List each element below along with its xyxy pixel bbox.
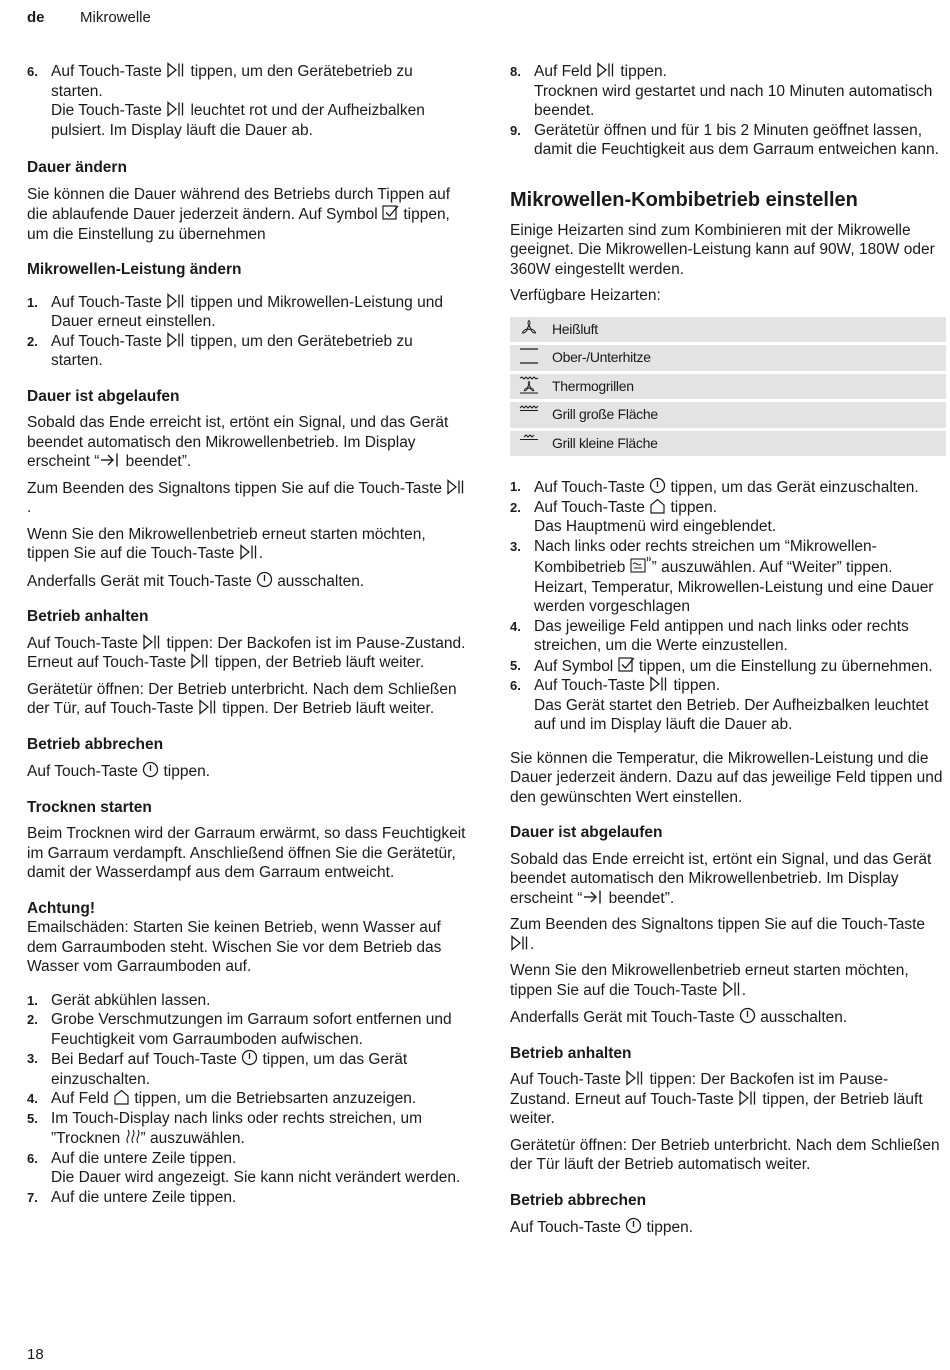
section-heading: Betrieb abbrechen [510,1191,647,1209]
end-icon [99,452,121,468]
paragraph-text: tippen. [163,763,211,780]
step-number: 2. [510,499,521,515]
left-column [27,62,467,1213]
microwave-combi-icon [630,556,652,574]
step-text: Auf Touch-Taste [534,498,645,516]
step-result: Das Gerät startet den Betrieb. Der Aufheizbalken leuchtet auf und im Display läuft die Dauer ab. [534,696,929,733]
step-text: leuchtet rot und der Aufheizbalken pulsiert. Im Display läuft die Dauer ab. [51,102,425,139]
confirm-icon [618,656,635,673]
heating-mode-row [510,317,946,343]
step-list [27,62,467,140]
section-heading: Betrieb anhalten [27,608,149,625]
step-number: 1. [27,294,38,310]
step-number: 5. [510,657,521,673]
step-text: tippen. [673,677,721,694]
step-number: 2. [27,1012,38,1027]
step-text: Auf die untere Zeile tippen. [51,1149,237,1167]
list-item [27,62,467,140]
section-title: Mikrowellen-Kombibetrieb einstellen [510,188,858,211]
heating-mode-label: Thermogrillen [548,374,946,400]
start-stop-icon [446,479,466,495]
end-icon [582,889,604,905]
step-text: tippen. [670,498,718,516]
list-item [510,617,946,656]
step-text: Auf Touch-Taste [51,332,162,350]
grill-large-icon [510,402,548,428]
step-result: Das Hauptmenü wird eingeblendet. [534,518,777,535]
step-text: Das jeweilige Feld antippen und nach links oder rechts streichen, um die Werte einzustellen. [534,617,909,654]
step-number: 5. [27,1110,38,1126]
paragraph: Wenn Sie den Mikrowellenbetrieb erneut starten möchten, tippen Sie auf die Touch-Taste . [510,962,909,999]
start-stop-icon [625,1070,645,1086]
step-number: 3. [27,1051,38,1066]
start-stop-icon [596,62,616,78]
step-number: 6. [510,678,521,693]
paragraph-text: ausschalten. [277,572,365,590]
paragraph-text: beendet”. [121,453,192,470]
thermogrill-icon [510,374,548,400]
power-icon [256,571,273,588]
paragraph-text: Auf Touch-Taste [27,763,138,780]
step-text: tippen, um den Gerätebetrieb zu starten. [51,63,413,100]
section-heading: Dauer ist abgelaufen [510,824,663,841]
step-text: Auf Feld [534,63,592,80]
step-number: 6. [27,1150,38,1166]
step-list [510,62,946,160]
paragraph: Zum Beenden des Signaltons tippen Sie auf die Touch-Taste . [510,916,926,953]
paragraph: Sie können die Temperatur, die Mikrowellen-Leistung und die Dauer jederzeit ändern. Dazu auf das jeweilige Feld tippen und den gewünschten Wert einstellen. [510,749,943,806]
start-stop-icon [198,699,218,715]
language-code: de [27,9,45,26]
step-text: Die Touch-Taste [51,102,162,119]
heating-mode-row [510,345,946,371]
step-text: tippen, um den Gerätebetrieb zu starten. [51,332,413,369]
start-stop-icon [649,676,669,692]
step-number: 3. [510,538,521,554]
paragraph-text: tippen: Der Backofen ist im Pause-Zustand. Erneut auf Touch-Taste [27,634,466,671]
step-list [27,991,467,1208]
step-text: Auf Touch-Taste [534,677,645,694]
step-text: tippen, um die Einstellung zu übernehmen. [638,657,933,675]
confirm-icon [382,204,399,221]
paragraph-text: Anderfalls Gerät mit Touch-Taste [510,1009,735,1026]
section-heading: Betrieb anhalten [510,1044,632,1062]
paragraph-text: Auf Touch-Taste [510,1071,621,1088]
paragraph-text: tippen. [646,1219,694,1236]
paragraph [27,680,467,719]
paragraph [27,761,467,782]
step-result: Heizart, Temperatur, Mikrowellen-Leistung und eine Dauer werden vorgeschlagen [534,578,934,615]
paragraph [510,1007,946,1028]
list-item [27,332,467,371]
step-text: tippen, um das Gerät einzuschalten. [670,479,919,496]
paragraph: Beim Trocknen wird der Garraum erwärmt, so dass Feuchtigkeit im Garraum verdampft. Anschließend öffnen Sie die Gerätetür, damit der Wasserdampf aus dem Garraum entweicht. [27,825,466,881]
section-heading: Dauer ändern [27,159,127,176]
paragraph [27,634,467,673]
paragraph: Wenn Sie den Mikrowellenbetrieb erneut starten möchten, tippen Sie auf die Touch-Taste . [27,525,426,562]
section-title: Mikrowelle [80,9,151,26]
list-item [27,1149,467,1188]
list-item [27,1049,467,1089]
heating-mode-row [510,374,946,400]
step-list [27,293,467,371]
list-item [510,676,946,735]
fan-icon [510,317,548,343]
paragraph: Gerätetür öffnen: Der Betrieb unterbricht. Nach dem Schließen der Tür läuft der Betrieb automatisch weiter. [510,1136,940,1173]
step-number: 1. [27,992,38,1008]
right-column [510,62,946,1245]
home-icon [113,1089,130,1105]
step-result [51,101,467,140]
step-number: 9. [510,122,521,138]
paragraph [27,571,467,592]
heating-mode-label: Heißluft [548,317,946,343]
paragraph-text: ausschalten. [760,1009,848,1026]
step-text: tippen, um das Gerät einzuschalten. [51,1051,408,1088]
step-result: Die Dauer wird angezeigt. Sie kann nicht verändert werden. [51,1169,461,1186]
paragraph-text: Auf Touch-Taste [27,634,138,652]
section-heading: Mikrowellen-Leistung ändern [27,261,242,278]
page-header [27,8,151,28]
paragraph-text: Sie können die Dauer während des Betriebs durch Tippen auf die ablaufende Dauer jederzeit ändern. Auf Symbol [27,185,451,223]
start-stop-icon [738,1090,758,1106]
step-number: 2. [27,333,38,349]
paragraph: Zum Beenden des Signaltons tippen Sie auf die Touch-Taste . [27,479,467,518]
step-text: Auf Feld [51,1090,109,1107]
paragraph: Einige Heizarten sind zum Kombinieren mit der Mikrowelle geeignet. Die Mikrowellen-Leistung kann auf 90W, 180W oder 360W eingestellt werden. [510,221,935,278]
paragraph-text: Auf Touch-Taste [510,1219,621,1236]
paragraph-text: tippen. Der Betrieb läuft weiter. [222,700,435,717]
paragraph-text: Zum Beenden des Signaltons tippen Sie auf die Touch-Taste [27,479,443,497]
paragraph-text: tippen, der Betrieb läuft weiter. [214,654,425,671]
heating-mode-row [510,431,946,457]
paragraph-text: Gerätetür öffnen: Der Betrieb unterbricht. Nach dem Schließen der Tür, auf Touch-Taste [27,680,457,717]
top-bottom-heat-icon [510,345,548,371]
section-heading: Trocknen starten [27,798,152,816]
step-text: Gerätetür öffnen und für 1 bis 2 Minuten geöffnet lassen, damit die Feuchtigkeit aus dem Garraum entweichen kann. [534,121,939,158]
step-text: Auf die untere Zeile tippen. [51,1188,237,1206]
step-number: 7. [27,1189,38,1205]
paragraph-text: Sobald das Ende erreicht ist, ertönt ein Signal, und das Gerät beendet automatisch den Mikrowellenbetrieb. Im Display erscheint “ [510,850,932,907]
power-icon [625,1217,642,1234]
list-item [27,1010,467,1049]
step-text: Auf Touch-Taste [51,293,162,311]
heating-mode-label: Grill große Fläche [548,402,946,428]
start-stop-icon [166,62,186,78]
paragraph-text: beendet”. [604,889,675,907]
list-item [510,477,946,498]
warning-heading: Achtung! [27,899,96,917]
list-item [27,1109,467,1149]
list-item [510,498,946,537]
start-stop-icon [166,332,186,348]
step-number: 1. [510,479,521,494]
start-stop-icon [510,935,530,951]
heating-mode-label: Ober-/Unterhitze [548,345,946,371]
list-item [510,62,946,121]
home-icon [649,498,666,514]
list-item [27,1188,467,1208]
paragraph [27,185,467,245]
list-item [27,293,467,332]
paragraph-text: Wenn Sie den Mikrowellenbetrieb erneut starten möchten, tippen Sie auf die Touch-Taste [27,525,426,562]
paragraph-text: tippen, um die Einstellung zu übernehmen [27,206,450,243]
step-text: tippen. [620,63,667,80]
step-number: 8. [510,64,521,79]
page-number: 18 [27,1346,44,1363]
start-stop-icon [142,634,162,650]
warning-text: Emailschäden: Starten Sie keinen Betrieb, wenn Wasser auf dem Garraumboden steht. Wischen Sie vor dem Betrieb das Wasser vom Garraumboden auf. [27,919,442,975]
step-text: Auf Touch-Taste [51,63,162,80]
paragraph [510,850,946,909]
paragraph-text: Wenn Sie den Mikrowellenbetrieb erneut starten möchten, tippen Sie auf die Touch-Taste [510,962,909,999]
power-icon [649,477,666,494]
heating-modes-table [510,314,946,460]
section-heading: Betrieb abbrechen [27,735,164,753]
step-text: Auf Symbol [534,657,614,675]
paragraph-text: tippen, der Betrieb läuft weiter. [510,1090,923,1127]
paragraph: Verfügbare Heizarten: [510,287,661,304]
list-item [510,537,946,617]
step-number: 4. [510,618,521,634]
start-stop-icon [190,653,210,669]
step-text: Auf Touch-Taste [534,479,645,496]
section-heading: Dauer ist abgelaufen [27,387,180,405]
power-icon [241,1049,258,1066]
step-result: Trocknen wird gestartet und nach 10 Minuten automatisch beendet. [534,82,933,119]
heating-mode-label: Grill kleine Fläche [548,431,946,457]
paragraph-text: tippen: Der Backofen ist im Pause-Zustand. Erneut auf Touch-Taste [510,1071,889,1108]
paragraph [27,413,467,472]
paragraph [510,1070,946,1129]
paragraph-text: Zum Beenden des Signaltons tippen Sie auf die Touch-Taste [510,916,926,933]
list-item [27,991,467,1011]
step-text: tippen und Mikrowellen-Leistung und Dauer erneut einstellen. [51,293,443,330]
step-text: Im Touch-Display nach links oder rechts streichen, um ”Trocknen [51,1109,423,1147]
start-stop-icon [166,293,186,309]
list-item [510,656,946,677]
list-item [27,1089,467,1109]
step-number: 4. [27,1091,38,1106]
power-icon [142,761,159,778]
paragraph [510,1217,946,1238]
step-text: ” auszuwählen. [140,1130,245,1147]
paragraph-text: Sobald das Ende erreicht ist, ertönt ein Signal, und das Gerät beendet automatisch den Mikrowellenbetrieb. Im Display erscheint “ [27,414,449,470]
step-text: ” auszuwählen. Auf “Weiter” tippen. [651,559,893,576]
power-icon [739,1007,756,1024]
drying-icon [125,1128,141,1145]
start-stop-icon [239,544,259,560]
paragraph-text: Anderfalls Gerät mit Touch-Taste [27,572,252,590]
step-text: Nach links oder rechts streichen um “Mikrowellen-Kombibetrieb [534,537,877,576]
step-text: Grobe Verschmutzungen im Garraum sofort entfernen und Feuchtigkeit vom Garraumboden aufwischen. [51,1011,452,1048]
step-text: tippen, um die Betriebsarten anzuzeigen. [134,1090,417,1107]
step-text: Gerät abkühlen lassen. [51,991,211,1009]
list-item [510,121,946,160]
grill-small-icon [510,431,548,457]
step-number: 6. [27,64,38,79]
heating-mode-row [510,402,946,428]
start-stop-icon [166,101,186,117]
step-list [510,477,946,735]
start-stop-icon [722,981,742,997]
step-text: Bei Bedarf auf Touch-Taste [51,1051,237,1068]
